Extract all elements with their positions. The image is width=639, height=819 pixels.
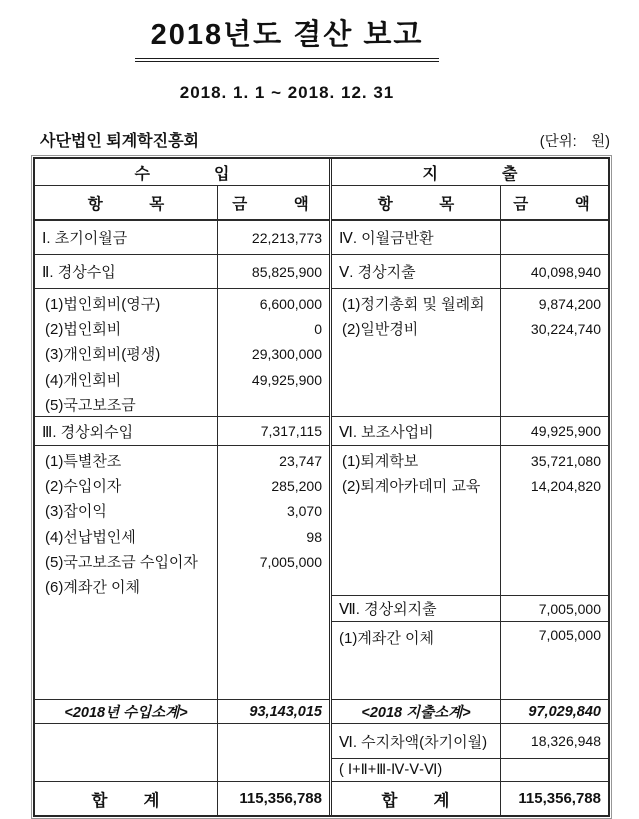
income-section-header-row [35,159,329,186]
item-label: Ⅴ. 경상지출 [339,264,416,281]
group-amount-column [500,446,608,595]
item-label: (2)일반경비 [342,321,419,339]
group-item-column [35,289,217,416]
group-item-column [332,446,500,595]
group-item-column [332,289,500,416]
item-label: (4)선납법인세 [45,528,136,546]
subtotal-amount: 97,029,840 [500,700,608,723]
income-total-row [35,782,329,815]
income-row-ordinary-income [35,255,329,289]
item-label: (5)국고보조금 [45,396,136,414]
item-label: Ⅵ. 수지차액(차기이월) [339,733,488,751]
item-label: (2)수입이자 [45,478,122,496]
item-label: (1)정기총회 및 월례회 [342,296,485,313]
amount-value: 35,721,080 [530,453,601,469]
document-header [0,0,574,103]
report-period: 2018. 1. 1 ~ 2018. 12. 31 [179,83,395,102]
expense-col-amount-header: 금 액 [500,186,608,219]
item-label: Ⅱ. 경상수입 [42,264,116,281]
item-label: Ⅲ. 경상외수입 [42,423,134,441]
amount-value: 285,200 [271,478,322,495]
expense-row-carryover-return [332,221,608,255]
expense-row-ordinary-expense [332,255,608,289]
expense-row-balance-difference [332,724,608,759]
item-label: (1)계좌간 이체 [339,630,434,647]
total-amount: 115,356,788 [217,782,329,815]
item-label: (3)개인회비(평생) [45,346,161,364]
amount-value: 14,204,820 [530,478,601,495]
expense-ordinary-detail-group [332,289,608,417]
amount-value: 98 [306,528,322,545]
amount-value: 7,005,000 [259,553,322,570]
amount-value: 30,224,740 [530,321,601,338]
amount-value: 7,005,000 [500,596,608,621]
item-label: Ⅵ. 보조사업비 [339,423,434,441]
formula-label: ( Ⅰ+Ⅱ+Ⅲ-Ⅳ-Ⅴ-Ⅵ) [339,762,443,778]
amount-value: 7,317,115 [217,417,329,445]
item-label: (5)국고보조금 수입이자 [45,553,198,571]
item-label: Ⅳ. 이월금반환 [339,230,434,247]
expense-row-account-transfer [332,622,608,700]
amount-value: 85,825,900 [217,255,329,288]
income-subtotal-row [35,700,329,724]
subtotal-label: <2018 지출소계> [361,705,471,721]
amount-value: 18,326,948 [500,724,608,758]
org-line [40,128,610,151]
expense-col-item-header: 항 목 [377,195,455,213]
income-section [35,159,329,815]
org-name: 사단법인 퇴계학진흥회 [40,133,200,150]
amount-value: 0 [314,321,322,338]
group-amount-column [217,289,329,416]
empty-cell [35,724,217,781]
settlement-table [33,157,610,817]
page-title: 2018년도 결산 보고 [135,12,440,62]
income-row-extraordinary-income [35,417,329,446]
amount-value: 49,925,900 [251,371,322,388]
item-label: (1)법인회비(영구) [45,296,161,313]
amount-value: 49,925,900 [500,417,608,445]
income-empty-row [35,724,329,782]
expense-subsidy-detail-group [332,446,608,596]
total-label: 합 계 [381,791,451,810]
expense-subtotal-row [332,700,608,724]
income-section-title: 수 입 [134,165,230,183]
expense-row-subsidy-project [332,417,608,446]
item-label: (2)법인회비 [45,321,122,339]
amount-value: 29,300,000 [251,346,322,363]
expense-row-extraordinary-expense [332,596,608,622]
expense-column-header-row [332,186,608,221]
item-label: (4)개인회비 [45,371,122,389]
item-label: Ⅰ. 초기이월금 [42,230,128,247]
amount-value: 23,747 [279,453,322,469]
subtotal-label: <2018년 수입소계> [64,705,188,721]
amount-value: 7,005,000 [500,622,608,699]
income-row-initial-carryover [35,221,329,255]
amount-value [500,221,608,254]
expense-total-row [332,782,608,815]
amount-value [500,759,608,781]
item-label: (1)특별찬조 [45,453,122,470]
amount-value: 6,600,000 [259,296,322,312]
group-amount-column [500,289,608,416]
item-label: (2)퇴계아카데미 교육 [342,478,481,496]
amount-value: 9,874,200 [538,296,601,312]
total-amount: 115,356,788 [500,782,608,815]
item-label: Ⅶ. 경상외지출 [339,601,437,618]
income-col-amount-header: 금 액 [217,186,329,219]
expense-section-header-row [332,159,608,186]
income-ordinary-detail-group [35,289,329,417]
income-extraordinary-detail-group [35,446,329,700]
income-column-header-row [35,186,329,221]
group-item-column [35,446,217,699]
expense-section-title: 지 출 [422,165,518,183]
item-label: (1)퇴계학보 [342,453,419,470]
group-amount-column [217,446,329,699]
expense-section [329,159,608,815]
empty-cell [217,724,329,781]
unit-label: (단위: 원) [539,134,610,150]
amount-value: 22,213,773 [217,221,329,254]
amount-value: 3,070 [286,503,322,520]
item-label: (3)잡이익 [45,503,107,521]
item-label: (6)계좌간 이체 [45,579,140,597]
amount-value: 40,098,940 [500,255,608,288]
income-col-item-header: 항 목 [87,195,165,213]
subtotal-amount: 93,143,015 [217,700,329,723]
total-label: 합 계 [91,791,161,810]
expense-row-formula [332,759,608,782]
